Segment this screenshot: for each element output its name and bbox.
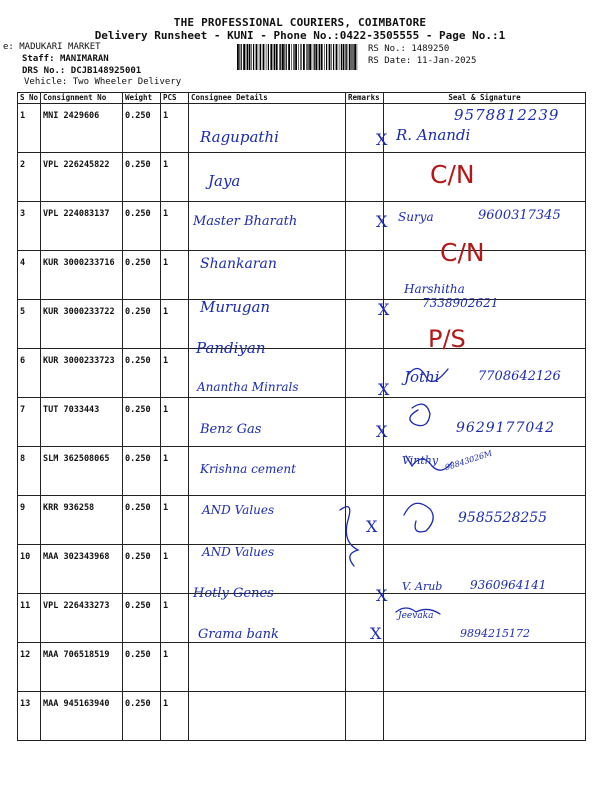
rs-number: RS No.: 1489250 (368, 44, 450, 54)
pcs-cell: 1 (161, 594, 189, 643)
weight-cell: 0.250 (123, 447, 161, 496)
weight-cell: 0.250 (123, 594, 161, 643)
col-consignment: Consignment No (41, 93, 123, 104)
hw-signature: Jeevaka (398, 611, 434, 621)
hw-name: Krishna cement (200, 462, 296, 476)
consignment-cell: KRR 936258 (41, 496, 123, 545)
rs-date: RS Date: 11-Jan-2025 (368, 56, 477, 66)
pcs-cell: 1 (161, 447, 189, 496)
consignment-cell: MAA 945163940 (41, 692, 123, 741)
pcs-cell: 1 (161, 643, 189, 692)
pcs-cell: 1 (161, 349, 189, 398)
hw-name: Master Bharath (193, 214, 298, 229)
sno-cell: 4 (18, 251, 41, 300)
pcs-cell: 1 (161, 202, 189, 251)
hw-name: Ragupathi (200, 128, 279, 146)
col-pcs: PCS (161, 93, 189, 104)
pcs-cell: 1 (161, 153, 189, 202)
sno-cell: 9 (18, 496, 41, 545)
pcs-cell: 1 (161, 251, 189, 300)
hw-phone: 98843026M (443, 448, 494, 473)
hw-signature: Harshitha (404, 282, 465, 296)
hw-signature: Surya (398, 210, 434, 224)
hw-name: Hotly Genes (193, 586, 274, 601)
consignment-cell: VPL 226245822 (41, 153, 123, 202)
pcs-cell: 1 (161, 692, 189, 741)
runsheet-title: Delivery Runsheet - KUNI - Phone No.:0422-3505555 - Page No.:1 (94, 29, 506, 42)
company-title: THE PROFESSIONAL COURIERS, COIMBATORE (173, 16, 427, 29)
drs-label: DRS No.: (22, 66, 66, 76)
col-sno: S No (18, 93, 41, 104)
consignment-cell: MAA 302343968 (41, 545, 123, 594)
cross-mark: X (376, 586, 388, 605)
pcs-cell: 1 (161, 300, 189, 349)
weight-cell: 0.250 (123, 643, 161, 692)
staff-label: Staff: (22, 54, 55, 64)
hw-name: Grama bank (198, 627, 279, 642)
consignment-cell: MNI 2429606 (41, 104, 123, 153)
hw-signature: V. Arub (402, 580, 443, 593)
col-consignee: Consignee Details (189, 93, 346, 104)
pcs-cell: 1 (161, 496, 189, 545)
status-mark: C/N (430, 160, 475, 189)
hw-phone: 9360964141 (470, 578, 547, 592)
hw-phone: 9585528255 (458, 510, 548, 526)
status-mark: P/S (428, 325, 466, 353)
cross-mark: X (378, 380, 390, 399)
weight-cell: 0.250 (123, 104, 161, 153)
status-mark: C/N (440, 238, 485, 267)
cross-mark: X (376, 212, 388, 231)
hw-name: Jaya (208, 172, 241, 190)
sno-cell: 6 (18, 349, 41, 398)
weight-cell: 0.250 (123, 692, 161, 741)
sno-cell: 7 (18, 398, 41, 447)
hw-signature: Jothi (404, 368, 440, 386)
pcs-cell: 1 (161, 398, 189, 447)
weight-cell: 0.250 (123, 349, 161, 398)
hw-signature: Vinthy (402, 454, 439, 467)
hw-phone: 9629177042 (456, 420, 556, 436)
weight-cell: 0.250 (123, 545, 161, 594)
col-seal: Seal & Signature (384, 93, 586, 104)
hw-name: Anantha Minrals (197, 380, 299, 394)
sno-cell: 12 (18, 643, 41, 692)
sno-cell: 10 (18, 545, 41, 594)
branch-name: e: MADUKARI MARKET (3, 42, 101, 52)
weight-cell: 0.250 (123, 202, 161, 251)
hw-phone: 9894215172 (460, 627, 530, 640)
cross-mark: X (376, 422, 388, 441)
hw-signature: R. Anandi (396, 126, 471, 144)
sno-cell: 13 (18, 692, 41, 741)
cross-mark: X (370, 624, 382, 643)
weight-cell: 0.250 (123, 153, 161, 202)
hw-name: AND Values (202, 503, 275, 517)
consignment-cell: KUR 3000233723 (41, 349, 123, 398)
hw-phone: 7708642126 (478, 369, 561, 384)
sno-cell: 8 (18, 447, 41, 496)
cross-mark: X (376, 130, 388, 149)
col-weight: Weight (123, 93, 161, 104)
hw-name: Pandiyan (196, 339, 266, 357)
vehicle-line: Vehicle: Two Wheeler Delivery (24, 77, 182, 87)
consignment-cell: KUR 3000233716 (41, 251, 123, 300)
consignment-cell: SLM 362508065 (41, 447, 123, 496)
weight-cell: 0.250 (123, 300, 161, 349)
sno-cell: 3 (18, 202, 41, 251)
sno-cell: 11 (18, 594, 41, 643)
weight-cell: 0.250 (123, 251, 161, 300)
hw-name: Benz Gas (200, 422, 262, 437)
hw-phone: 7338902621 (422, 296, 499, 310)
hw-name: AND Values (202, 545, 275, 559)
hw-phone: 9600317345 (478, 208, 561, 223)
consignment-cell: TUT 7033443 (41, 398, 123, 447)
hw-phone: 9578812239 (454, 106, 560, 124)
pcs-cell: 1 (161, 545, 189, 594)
pcs-cell: 1 (161, 104, 189, 153)
col-remarks: Remarks (346, 93, 384, 104)
hw-name: Shankaran (200, 256, 277, 272)
consignment-cell: VPL 224083137 (41, 202, 123, 251)
weight-cell: 0.250 (123, 398, 161, 447)
hw-name: Murugan (200, 298, 271, 316)
drs-number: DCJB148925001 (70, 66, 142, 76)
staff-name: MANIMARAN (59, 54, 109, 64)
sno-cell: 5 (18, 300, 41, 349)
consignment-cell: KUR 3000233722 (41, 300, 123, 349)
consignment-cell: MAA 706518519 (41, 643, 123, 692)
weight-cell: 0.250 (123, 496, 161, 545)
cross-mark: X (366, 517, 378, 536)
sno-cell: 1 (18, 104, 41, 153)
sno-cell: 2 (18, 153, 41, 202)
consignment-cell: VPL 226433273 (41, 594, 123, 643)
cross-mark: X (378, 300, 390, 319)
